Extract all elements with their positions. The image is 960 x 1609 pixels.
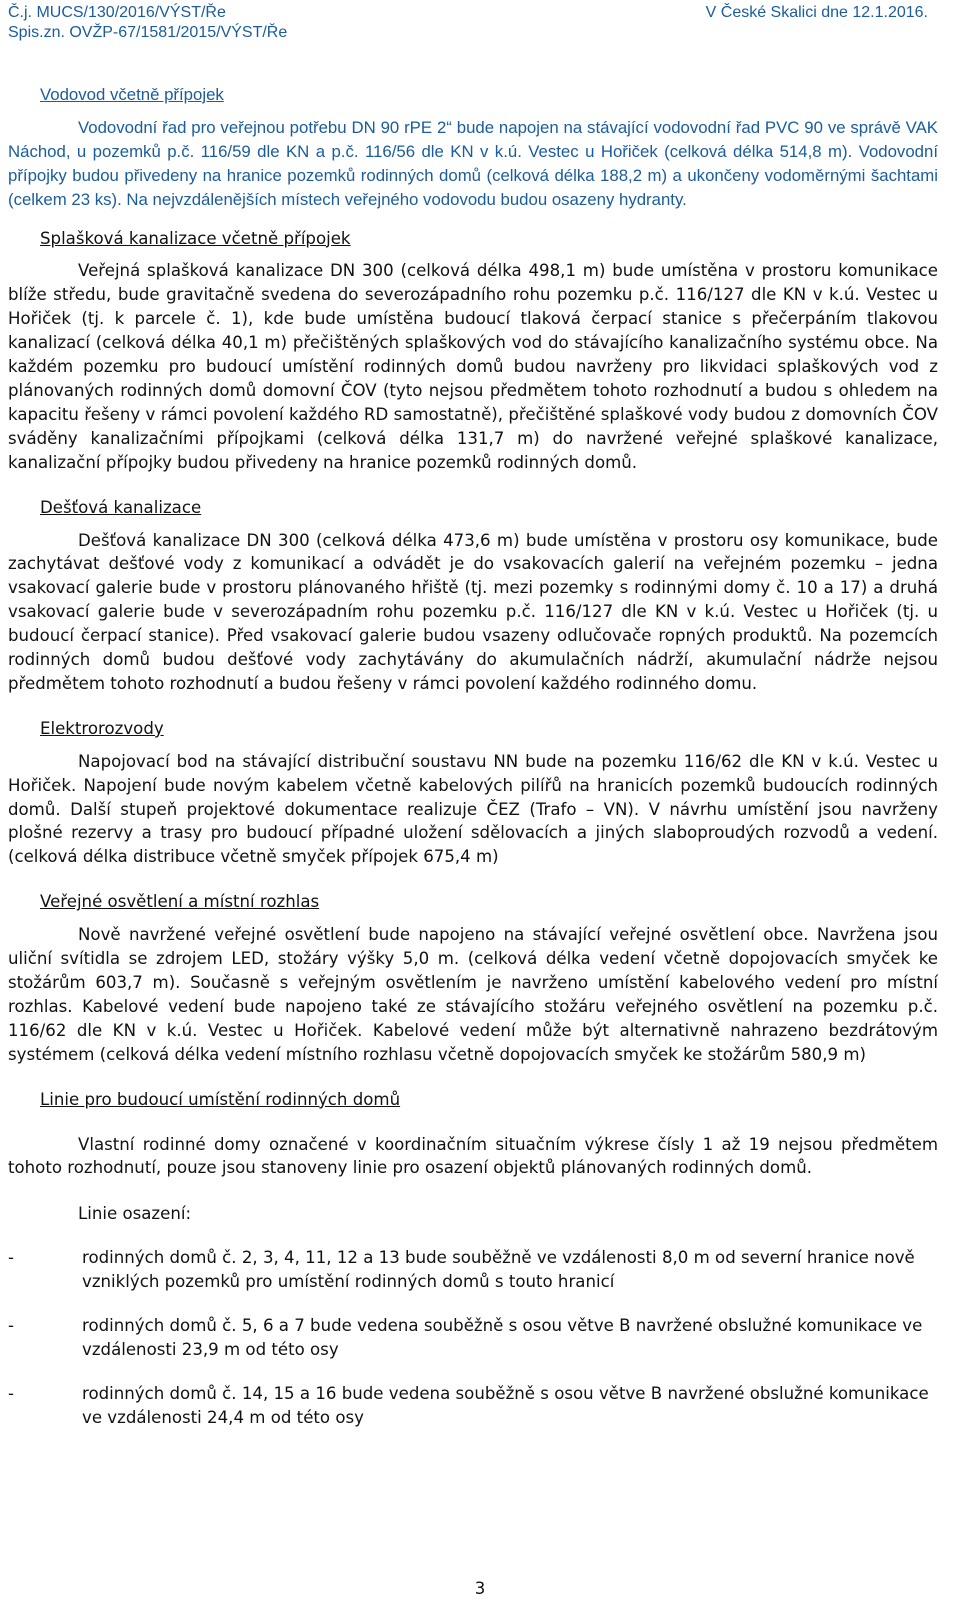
section-elektro: [8, 717, 938, 869]
vodovod-paragraph: [8, 116, 938, 212]
destova-paragraph: Dešťová kanalizace DN 300 (celková délka 473,6 m) bude umístěna v prostoru osy komunikace, bude zachytávat dešťové vody z komunikací a odvádět je do vsakovacích galerií na veřejném pozemku – jedna vsakovací galerie bude v prostoru plánovaného hřiště (tj. mezi pozemky s rodinnými domy č. 10 a 17) a druhá vsakovací galerie bude v severozápadním rohu pozemku p.č. 116/127 dle KN v k.ú. Vestec u Hořiček (tj. u budoucí čerpací stanice). Před vsakovací galerie budou vsazeny odlučovače ropných produktů. Na pozemcích rodinných domů budou dešťové vody zachytávány do akumulačních nádrží, akumulační nádrže nejsou předmětem tohoto rozhodnutí a budou řešeny v rámci povolení každého rodinného domu.: [8, 530, 938, 693]
linie-paragraph: Vlastní rodinné domy označené v koordinačním situačním výkrese čísly 1 až 19 nejsou předmětem tohoto rozhodnutí, pouze jsou stanoveny linie pro osazení objektů plánovaných rodinných domů.: [8, 1134, 938, 1178]
linie-list: [8, 1246, 938, 1429]
section-heading-elektro: Elektrorozvody: [40, 718, 164, 738]
document-header: [8, 0, 938, 43]
list-item-text: rodinných domů č. 2, 3, 4, 11, 12 a 13 bude souběžně ve vzdálenosti 8,0 m od severní hranice nově vzniklých pozemků pro umístění rodinných domů s touto hranicí: [82, 1248, 915, 1292]
list-item: [8, 1246, 938, 1294]
osvetleni-paragraph: Nově navržené veřejné osvětlení bude napojeno na stávající veřejné osvětlení obce. Navržena jsou uliční svítidla se zdrojem LED, stožáry výšky 5,0 m. (celková délka vedení včetně dopojovacích smyček ke stožárům 603,7 m). Současně s veřejným osvětlením je navrženo umístění kabelového vedení pro místní rozhlas. Kabelové vedení bude napojeno také ze stávajícího stožáru veřejného osvětlení na pozemku p.č. 116/62 dle KN v k.ú. Vestec u Hořiček. Kabelové vedení může být alternativně nahrazeno bezdrátovým systémem (celková délka vedení místního rozhlasu včetně dopojovacích smyček ke stožárům 580,9 m): [8, 925, 938, 1064]
section-vodovod: [8, 83, 938, 212]
splaskova-paragraph: Veřejná splašková kanalizace DN 300 (celková délka 498,1 m) bude umístěna v prostoru komunikace blíže středu, bude gravitačně svedena do severozápadního rohu pozemku p.č. 116/127 dle KN v k.ú. Vestec u Hořiček (tj. k parcele č. 1), kde bude umístěna budoucí tlaková čerpací stanice s přečerpáním tlakovou kanalizací (celková délka 40,1 m) přečištěných splaškových vod do stávajícího kanalizačního systému obce. Na každém pozemku pro budoucí umístění rodinných domů budou navrženy pro likvidaci splaškových vod z plánovaných rodinných domů domovní ČOV (tyto nejsou předmětem tohoto rozhodnutí a budou s ohledem na kapacitu řešeny v rámci povolení každého RD samostatně), přečištěné splaškové vody budou z domovních ČOV sváděny kanalizačními přípojkami (celková délka 131,7 m) do navržené veřejné splaškové kanalizace, kanalizační přípojky budou přivedeny na hranice pozemků rodinných domů.: [8, 261, 938, 472]
list-item: [8, 1314, 938, 1362]
section-heading-linie: Linie pro budoucí umístění rodinných domů: [40, 1089, 401, 1109]
elektro-paragraph: Napojovací bod na stávající distribuční soustavu NN bude na pozemku 116/62 dle KN v k.ú. Vestec u Hořiček. Napojení bude novým kabelem včetně kabelových pilířů na hranicích pozemků budoucích rodinných domů. Další stupeň projektové dokumentace realizuje ČEZ (Trafo – VN). V návrhu umístění jsou navrženy plošné rezervy a trasy pro budoucí případné uložení sdělovacích a jiných slaboproudých rozvodů a vedení. (celková délka distribuce včetně smyček přípojek 675,4 m): [8, 751, 938, 867]
list-dash: -: [8, 1248, 14, 1268]
list-item-text: rodinných domů č. 14, 15 a 16 bude vedena souběžně s osou větve B navržené obslužné komunikace ve vzdálenosti 24,4 m od této osy: [82, 1383, 929, 1427]
linie-label: Linie osazení:: [78, 1204, 192, 1224]
list-item: [8, 1382, 938, 1430]
vodovod-text-connections: Vodovodní přípojky budou přivedeny na hranice pozemků rodinných domů (celková délka 188,2 m) a ukončeny vodoměrnými šachtami (celkem 23 ks). Na nejvzdálenějších místech veřejného vodovodu budou osazeny hydranty.: [8, 141, 938, 209]
list-dash: -: [8, 1316, 14, 1336]
section-linie: [8, 1088, 938, 1430]
reference-block: [8, 3, 287, 43]
section-heading-destova: Dešťová kanalizace: [40, 497, 202, 517]
section-splaskova: [8, 227, 938, 475]
section-destova: [8, 496, 938, 696]
section-heading-splaskova: Splašková kanalizace včetně přípojek: [40, 228, 351, 248]
section-heading-vodovod: Vodovod včetně přípojek: [40, 85, 224, 104]
list-dash: -: [8, 1383, 14, 1403]
page-number: 3: [474, 1579, 486, 1598]
list-item-text: rodinných domů č. 5, 6 a 7 bude vedena souběžně s osou větve B navržené obslužné komunikace ve vzdálenosti 23,9 m od této osy: [82, 1316, 923, 1359]
vodovod-text-main: Vodovodní řad pro veřejnou potřebu DN 90 rPE 2“ bude napojen na stávající vodovodní řad PVC 90 ve správě VAK Náchod, u pozemků p.č. 116/59 dle KN a p.č. 116/56 dle KN v k.ú. Vestec u Hořiček (celková délka 514,8 m).: [8, 117, 938, 161]
document-date: V České Skalici dne 12.1.2016.: [705, 4, 928, 21]
reference-number: Č.j. MUCS/130/2016/VÝST/Ře: [8, 4, 226, 21]
section-heading-osvetleni: Veřejné osvětlení a místní rozhlas: [40, 892, 320, 912]
section-osvetleni: [8, 890, 938, 1066]
file-number: Spis.zn. OVŽP-67/1581/2015/VÝST/Ře: [8, 24, 288, 41]
